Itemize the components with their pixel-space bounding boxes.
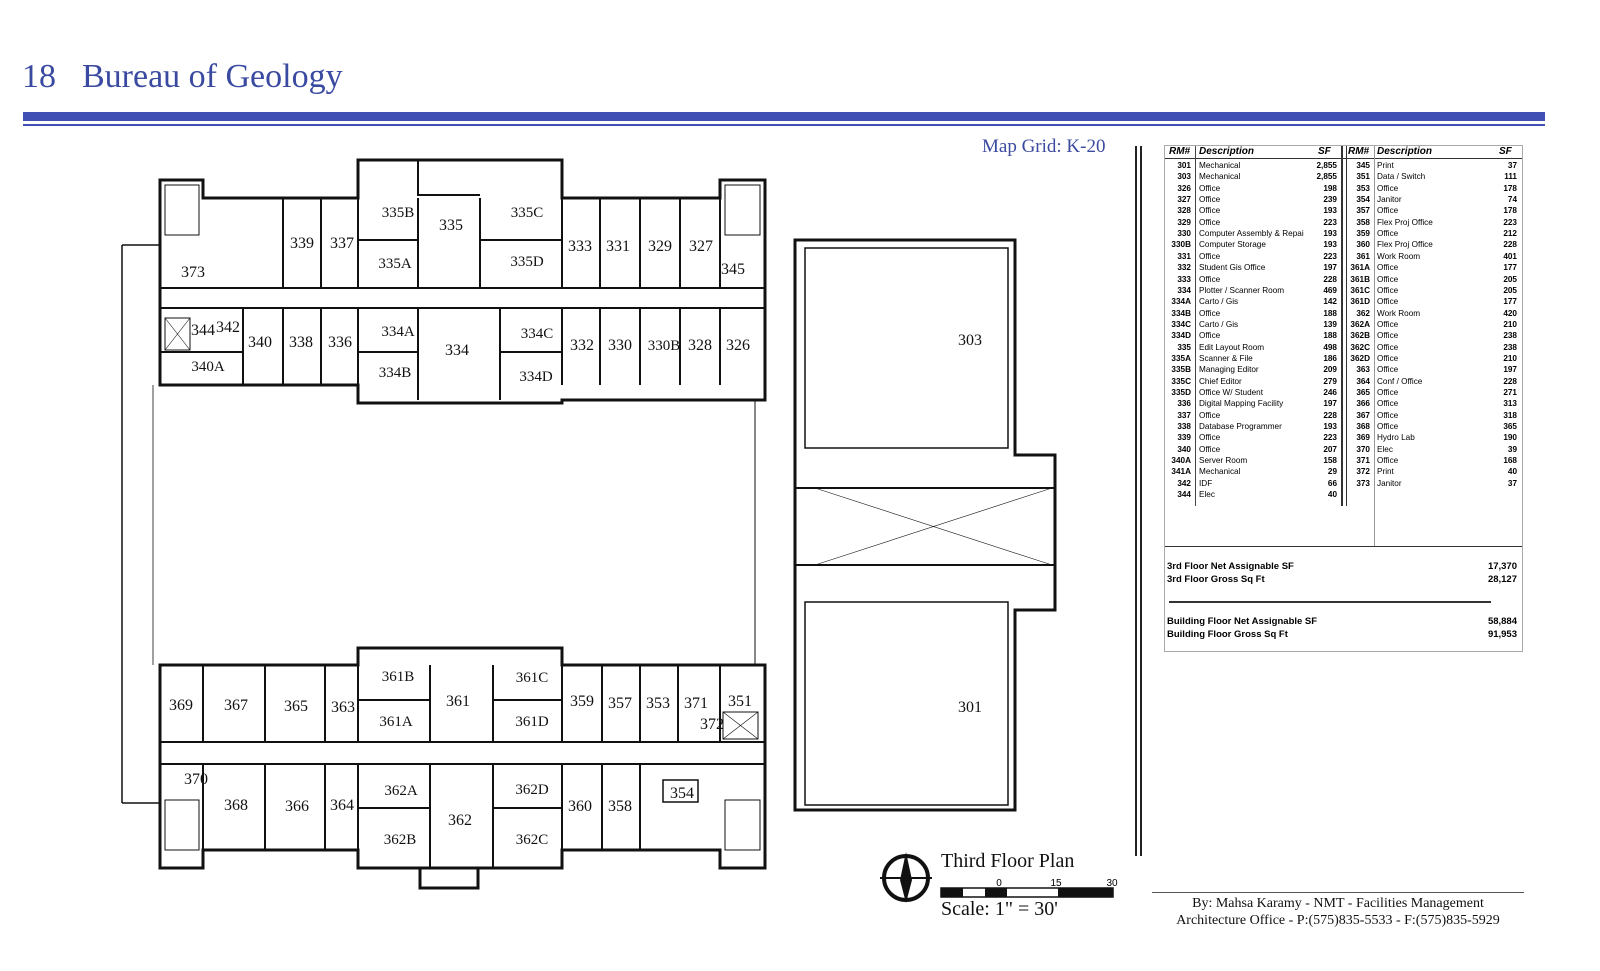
room-sf: 40 (1507, 467, 1517, 477)
room-description: Office (1377, 399, 1399, 409)
room-number: 354 (1356, 195, 1370, 205)
north-arrow-icon (880, 852, 932, 903)
room-label: 360 (568, 798, 592, 815)
room-sf: 228 (1323, 410, 1337, 420)
room-label: 339 (290, 235, 314, 252)
room-number: 373 (1356, 478, 1370, 488)
room-number: 334B (1171, 308, 1191, 318)
room-number: 341A (1171, 467, 1191, 477)
room-number: 326 (1177, 183, 1191, 193)
scale-tick-30: 30 (1106, 878, 1118, 889)
room-description: Office (1377, 285, 1399, 295)
room-number: 372 (1356, 467, 1370, 477)
room-description: Plotter / Scanner Room (1199, 285, 1285, 295)
room-label: 353 (646, 695, 670, 712)
room-description: Mechanical (1199, 467, 1241, 477)
room-description: Student Gis Office (1199, 263, 1266, 273)
room-label: 365 (284, 698, 308, 715)
room-sf: 205 (1503, 274, 1517, 284)
room-number: 359 (1356, 229, 1370, 239)
room-sf: 168 (1503, 456, 1517, 466)
room-sf: 210 (1503, 353, 1517, 363)
room-number: 371 (1356, 456, 1370, 466)
room-label: 334D (519, 369, 553, 385)
room-description: Work Room (1377, 308, 1421, 318)
room-description: Office (1377, 410, 1399, 420)
total-row: 3rd Floor Gross Sq Ft 28,127 (1167, 574, 1517, 585)
room-description: Managing Editor (1199, 365, 1259, 375)
room-label: 361C (515, 670, 549, 686)
room-description: Office (1199, 251, 1221, 261)
room-sf: 228 (1503, 376, 1517, 386)
room-number: 361B (1350, 274, 1370, 284)
room-label: 361 (446, 693, 470, 710)
total-row: 3rd Floor Net Assignable SF 17,370 (1167, 561, 1517, 572)
room-number: 330 (1177, 229, 1191, 239)
room-number: 340A (1171, 456, 1191, 466)
room-description: Office (1377, 206, 1399, 216)
room-number: 345 (1356, 161, 1370, 170)
room-description: Office (1377, 365, 1399, 375)
room-label: 345 (721, 261, 745, 278)
room-description: Office (1377, 353, 1399, 363)
room-sf: 197 (1323, 399, 1337, 409)
room-description: Carto / Gis (1199, 297, 1239, 307)
room-description: Office (1199, 217, 1221, 227)
room-description: Office (1199, 274, 1221, 284)
room-sf: 37 (1507, 161, 1517, 170)
room-number: 368 (1356, 422, 1370, 432)
room-number: 361A (1350, 263, 1370, 273)
room-description: Flex Proj Office (1377, 217, 1433, 227)
room-number: 358 (1356, 217, 1370, 227)
room-sf: 318 (1503, 410, 1517, 420)
room-description: Office (1377, 456, 1399, 466)
room-label: 372 (700, 716, 724, 733)
room-sf: 177 (1503, 297, 1517, 307)
room-sf: 193 (1323, 206, 1337, 216)
room-label: 335D (510, 254, 544, 270)
room-description: Office (1377, 422, 1399, 432)
room-number: 366 (1356, 399, 1370, 409)
room-description: Office (1199, 331, 1221, 341)
room-label: 373 (181, 264, 205, 281)
room-description: Computer Assembly & Repai (1199, 229, 1304, 239)
room-number: 365 (1356, 388, 1370, 397)
room-sf: 205 (1503, 285, 1517, 295)
room-label: 335A (378, 256, 412, 272)
room-number: 353 (1356, 183, 1370, 193)
room-description: Janitor (1377, 195, 1402, 205)
room-sf: 365 (1503, 422, 1517, 432)
room-number: 334D (1171, 331, 1191, 341)
room-number: 339 (1177, 433, 1191, 443)
room-description: Office (1377, 297, 1399, 307)
room-number: 328 (1177, 206, 1191, 216)
room-description: Office (1377, 342, 1399, 352)
room-label: 335B (381, 205, 415, 221)
room-description: Office W/ Student (1199, 388, 1264, 397)
footer-rule (1152, 892, 1524, 893)
room-sf: 228 (1503, 240, 1517, 250)
room-description: Office (1377, 274, 1399, 284)
room-label: 334C (520, 326, 554, 342)
room-sf: 271 (1503, 388, 1517, 397)
room-number: 361 (1356, 251, 1370, 261)
room-number: 334 (1177, 285, 1191, 295)
room-sf: 223 (1323, 433, 1337, 443)
room-description: Database Programmer (1199, 422, 1282, 432)
room-sf: 238 (1503, 331, 1517, 341)
room-sf: 177 (1503, 263, 1517, 273)
room-sf: 193 (1323, 229, 1337, 239)
room-number: 340 (1177, 444, 1191, 454)
room-description: Office (1377, 229, 1399, 239)
room-label: 364 (330, 797, 354, 814)
room-number: 334C (1171, 319, 1191, 329)
room-number: 357 (1356, 206, 1370, 216)
room-label: 359 (570, 693, 594, 710)
room-description: Carto / Gis (1199, 319, 1239, 329)
room-description: Office (1199, 206, 1221, 216)
room-label: 370 (184, 771, 208, 788)
room-label: 351 (728, 693, 752, 710)
room-number: 370 (1356, 444, 1370, 454)
room-label: 330B (647, 338, 681, 354)
room-label: 335C (510, 205, 544, 221)
col-header-sf: SF (1318, 146, 1331, 157)
room-description: IDF (1199, 478, 1213, 488)
room-label: 344 (191, 322, 215, 339)
room-number: 337 (1177, 410, 1191, 420)
room-label: 333 (568, 238, 592, 255)
room-label: 362D (515, 782, 549, 798)
room-sf: 74 (1507, 195, 1517, 205)
room-sf: 193 (1323, 422, 1337, 432)
room-number: 360 (1356, 240, 1370, 250)
room-description: Office (1377, 183, 1399, 193)
footer-contact: Architecture Office - P:(575)835-5533 - F:(575)835-5929 (1176, 913, 1500, 928)
room-label: 361A (379, 714, 413, 730)
room-description: Server Room (1199, 456, 1248, 466)
room-description: Elec (1199, 490, 1215, 500)
room-label: 361B (381, 669, 415, 685)
room-label: 367 (224, 697, 248, 714)
room-number: 335B (1171, 365, 1191, 375)
room-sf: 228 (1323, 274, 1337, 284)
room-description: Mechanical (1199, 172, 1241, 182)
room-label: 340 (248, 334, 272, 351)
room-number: 361D (1350, 297, 1370, 307)
room-number: 303 (1177, 172, 1191, 182)
room-description: Edit Layout Room (1199, 342, 1265, 352)
room-number: 330B (1171, 240, 1191, 250)
room-label: 331 (606, 238, 630, 255)
room-description: Office (1199, 183, 1221, 193)
room-description: Office (1199, 444, 1221, 454)
room-description: Work Room (1377, 251, 1421, 261)
room-description: Office (1199, 195, 1221, 205)
room-number: 335D (1171, 388, 1191, 397)
room-number: 332 (1177, 263, 1191, 273)
room-number: 369 (1356, 433, 1370, 443)
room-label: 361D (515, 714, 549, 730)
col-header-sf: SF (1499, 146, 1512, 157)
room-sf: 40 (1327, 490, 1337, 500)
room-description: Conf / Office (1377, 376, 1423, 386)
room-sf: 111 (1504, 172, 1517, 182)
room-sf: 178 (1503, 183, 1517, 193)
total-row: Building Floor Gross Sq Ft 91,953 (1167, 629, 1517, 640)
room-number: 301 (1177, 161, 1191, 170)
room-label: 362C (515, 832, 549, 848)
room-description: Mechanical (1199, 161, 1241, 170)
room-label: 354 (670, 785, 694, 802)
room-sf: 469 (1323, 285, 1337, 295)
room-number: 367 (1356, 410, 1370, 420)
room-description: Chief Editor (1199, 376, 1242, 386)
room-description: Print (1377, 467, 1394, 477)
room-label: 303 (958, 332, 982, 349)
col-header-description: Description (1199, 146, 1255, 157)
room-sf: 178 (1503, 206, 1517, 216)
room-label: 342 (216, 319, 240, 336)
room-sf: 188 (1323, 331, 1337, 341)
room-label: 338 (289, 334, 313, 351)
room-sf: 246 (1323, 388, 1337, 397)
room-description: Hydro Lab (1377, 433, 1415, 443)
room-number: 335 (1177, 342, 1191, 352)
room-description: Office (1377, 263, 1399, 273)
room-label: 362 (448, 812, 472, 829)
room-number: 335A (1171, 353, 1191, 363)
room-sf: 2,855 (1316, 172, 1337, 182)
room-description: Print (1377, 161, 1394, 170)
col-header-rm: RM# (1169, 146, 1191, 157)
room-label: 326 (726, 337, 750, 354)
room-description: Office (1377, 319, 1399, 329)
room-sf: 498 (1323, 342, 1337, 352)
room-label: 369 (169, 697, 193, 714)
room-sf: 239 (1323, 195, 1337, 205)
room-label: 334 (445, 342, 469, 359)
room-number: 329 (1177, 217, 1191, 227)
room-number: 335C (1171, 376, 1191, 386)
room-sf: 313 (1503, 399, 1517, 409)
room-sf: 223 (1323, 251, 1337, 261)
room-description: Digital Mapping Facility (1199, 399, 1284, 409)
room-sf: 212 (1503, 229, 1517, 239)
room-label: 337 (330, 235, 354, 252)
room-label: 371 (684, 695, 708, 712)
room-sf: 66 (1327, 478, 1337, 488)
room-sf: 37 (1507, 478, 1517, 488)
scale-tick-15: 15 (1050, 878, 1062, 889)
room-label: 327 (689, 238, 713, 255)
room-label: 366 (285, 798, 309, 815)
room-sf: 210 (1503, 319, 1517, 329)
divider-line (1135, 146, 1137, 856)
room-number: 334A (1171, 297, 1191, 307)
room-description: Office (1199, 308, 1221, 318)
room-number: 362B (1350, 331, 1370, 341)
room-label: 332 (570, 337, 594, 354)
room-number: 361C (1350, 285, 1370, 295)
room-sf: 158 (1323, 456, 1337, 466)
room-label: 330 (608, 337, 632, 354)
room-sf: 198 (1323, 183, 1337, 193)
room-sf: 223 (1323, 217, 1337, 227)
room-number: 362D (1350, 353, 1370, 363)
room-label: 335 (439, 217, 463, 234)
map-grid-label: Map Grid: K-20 (982, 136, 1106, 157)
room-label: 363 (331, 699, 355, 716)
room-sf: 188 (1323, 308, 1337, 318)
page-number: 18 (22, 58, 56, 95)
room-label: 334A (381, 324, 415, 340)
room-sf: 420 (1503, 308, 1517, 318)
room-number: 336 (1177, 399, 1191, 409)
footer-credit: By: Mahsa Karamy - NMT - Facilities Management (1192, 896, 1484, 911)
divider-line (1140, 146, 1142, 856)
total-row: Building Floor Net Assignable SF 58,884 (1167, 616, 1517, 627)
room-description: Flex Proj Office (1377, 240, 1433, 250)
room-number: 363 (1356, 365, 1370, 375)
scale-label: Scale: 1" = 30' (941, 898, 1058, 920)
room-sf: 186 (1323, 353, 1337, 363)
room-sf: 209 (1323, 365, 1337, 375)
room-label: 368 (224, 797, 248, 814)
room-sf: 39 (1507, 444, 1517, 454)
room-label: 336 (328, 334, 352, 351)
room-sf: 401 (1503, 251, 1517, 261)
room-description: Office (1377, 331, 1399, 341)
room-label: 301 (958, 699, 982, 716)
room-sf: 139 (1323, 319, 1337, 329)
room-sf: 190 (1503, 433, 1517, 443)
room-number: 362 (1356, 308, 1370, 318)
room-number: 333 (1177, 274, 1191, 284)
room-description: Computer Storage (1199, 240, 1266, 250)
room-label: 358 (608, 798, 632, 815)
room-label: 334B (378, 365, 412, 381)
room-sf: 2,855 (1316, 161, 1337, 170)
room-number: 364 (1356, 376, 1370, 386)
room-number: 351 (1356, 172, 1370, 182)
room-number: 362C (1350, 342, 1370, 352)
scale-tick-0: 0 (996, 878, 1002, 889)
room-description: Data / Switch (1377, 172, 1426, 182)
col-header-rm: RM# (1348, 146, 1370, 157)
room-label: 362A (384, 783, 418, 799)
room-number: 362A (1350, 319, 1370, 329)
room-sf: 197 (1503, 365, 1517, 375)
room-sf: 193 (1323, 240, 1337, 250)
room-label: 329 (648, 238, 672, 255)
room-description: Scanner & File (1199, 353, 1253, 363)
room-description: Janitor (1377, 478, 1402, 488)
room-sf: 29 (1327, 467, 1337, 477)
room-number: 342 (1177, 478, 1191, 488)
room-label: 328 (688, 337, 712, 354)
room-description: Office (1377, 388, 1399, 397)
room-sf: 223 (1503, 217, 1517, 227)
room-sf: 207 (1323, 444, 1337, 454)
room-number: 338 (1177, 422, 1191, 432)
room-sf: 279 (1323, 376, 1337, 386)
room-label: 362B (383, 832, 417, 848)
room-sf: 238 (1503, 342, 1517, 352)
plan-caption: Third Floor Plan (941, 850, 1075, 872)
room-number: 344 (1177, 490, 1191, 500)
room-number: 331 (1177, 251, 1191, 261)
room-number: 327 (1177, 195, 1191, 205)
room-sf: 142 (1323, 297, 1337, 307)
room-description: Office (1199, 410, 1221, 420)
room-label: 340A (191, 359, 225, 375)
col-header-description: Description (1377, 146, 1433, 157)
building-name: Bureau of Geology (82, 58, 343, 95)
room-sf: 197 (1323, 263, 1337, 273)
room-label: 357 (608, 695, 632, 712)
room-description: Elec (1377, 444, 1393, 454)
scale-bar (941, 888, 1113, 897)
room-description: Office (1199, 433, 1221, 443)
